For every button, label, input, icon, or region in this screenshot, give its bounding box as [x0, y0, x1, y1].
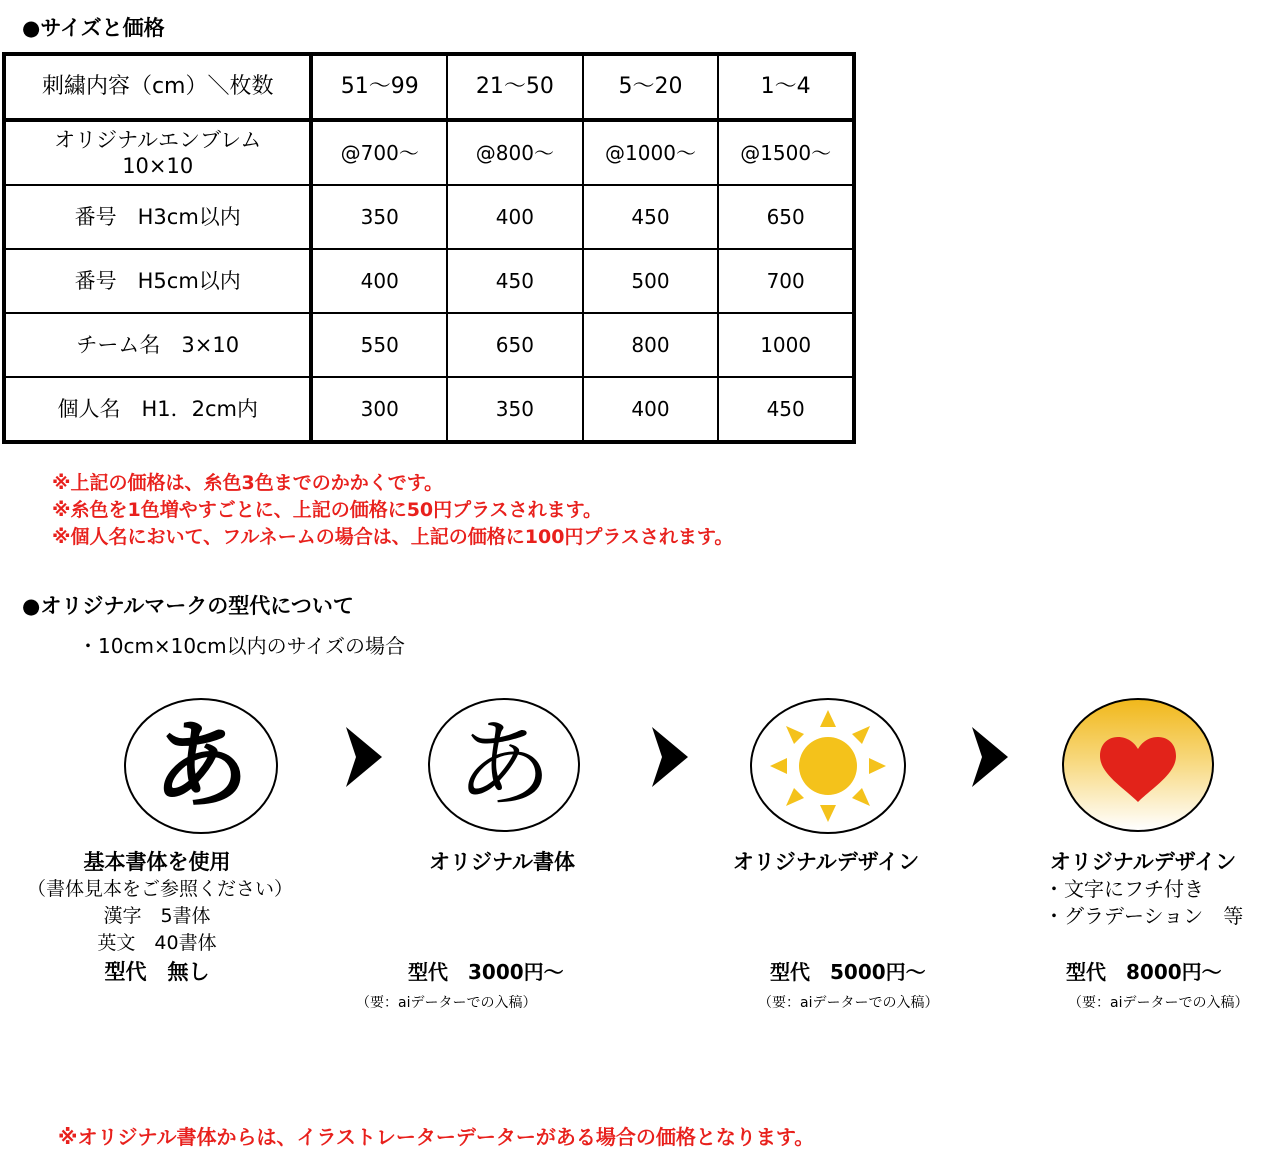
table-header-cell: 51～99	[311, 54, 447, 120]
table-cell: 650	[447, 313, 583, 377]
table-cell: 650	[718, 185, 854, 249]
mark-detail: （書体見本をご参照ください）	[26, 878, 293, 900]
table-cell: 450	[583, 185, 719, 249]
table-header-cell: 5～20	[583, 54, 719, 120]
table-row-label-line: 10×10	[122, 154, 194, 178]
mark-note: （要：aiデーターでの入稿）	[1068, 995, 1249, 1011]
table-header-cell: 1～4	[718, 54, 854, 120]
table-cell: 450	[718, 377, 854, 442]
table-cell: 400	[447, 185, 583, 249]
table-row-label-line: オリジナルエンブレム	[54, 128, 262, 152]
table-row	[4, 120, 854, 185]
mark-fee: 型代 無し	[104, 960, 210, 984]
mark-detail: 英文 40書体	[97, 932, 217, 954]
table-row-label	[4, 120, 311, 185]
price-note: ※個人名において、フルネームの場合は、上記の価格に100円プラスされます。	[52, 526, 734, 548]
gradient-design-mark	[1062, 698, 1214, 832]
arrow-right-icon	[652, 727, 688, 787]
section-heading-mark-fee: ●オリジナルマークの型代について	[22, 594, 354, 618]
table-row-label: 番号 H3cm以内	[4, 185, 311, 249]
sun-icon	[752, 700, 904, 832]
table-row-label: 個人名 H1．2cm内	[4, 377, 311, 442]
heart-icon	[1064, 700, 1212, 830]
mark-title: オリジナル書体	[429, 850, 575, 874]
table-header-cell: 刺繍内容（cm）＼枚数	[4, 54, 311, 120]
section-heading-size-price: ●サイズと価格	[22, 16, 165, 40]
table-row	[4, 313, 854, 377]
hiragana-a-glyph: あ	[456, 709, 552, 821]
mark-title: オリジナルデザイン	[1049, 850, 1237, 874]
table-cell: 1000	[718, 313, 854, 377]
table-cell: 550	[311, 313, 447, 377]
mark-title: オリジナルデザイン	[732, 850, 920, 874]
table-cell: 400	[311, 249, 447, 313]
table-cell: 300	[311, 377, 447, 442]
table-row-label: チーム名 3×10	[4, 313, 311, 377]
price-note: ※上記の価格は、糸色3色までのかかくです。	[52, 472, 444, 494]
mark-detail: 漢字 5書体	[103, 905, 211, 927]
section-subheading: ・10cm×10cm以内のサイズの場合	[78, 634, 406, 658]
arrow-right-icon	[346, 727, 382, 787]
table-row	[4, 185, 854, 249]
table-cell: 400	[583, 377, 719, 442]
table-header-cell: 21～50	[447, 54, 583, 120]
table-cell: 800	[583, 313, 719, 377]
table-cell: @1000～	[583, 120, 719, 185]
mark-detail: ・文字にフチ付き	[1044, 877, 1204, 901]
mark-fee: 型代 8000円～	[1066, 960, 1222, 984]
mark-detail: ・グラデーション 等	[1044, 904, 1244, 928]
price-table	[2, 52, 856, 444]
table-header-row	[4, 54, 854, 120]
table-cell: 350	[447, 377, 583, 442]
table-row	[4, 249, 854, 313]
original-design-mark	[750, 698, 906, 834]
mark-title: 基本書体を使用	[83, 850, 231, 874]
table-cell: 350	[311, 185, 447, 249]
arrow-right-icon	[972, 727, 1008, 787]
table-row-label: 番号 H5cm以内	[4, 249, 311, 313]
table-row	[4, 377, 854, 442]
footer-note: ※オリジナル書体からは、イラストレーターデーターがある場合の価格となります。	[58, 1125, 815, 1149]
table-cell: @1500～	[718, 120, 854, 185]
mark-fee: 型代 5000円～	[770, 960, 926, 984]
price-note: ※糸色を1色増やすごとに、上記の価格に50円プラスされます。	[52, 499, 603, 521]
table-cell: @700～	[311, 120, 447, 185]
mark-note: （要：aiデーターでの入稿）	[758, 995, 939, 1011]
original-font-mark	[428, 698, 580, 832]
mark-note: （要：aiデーターでの入稿）	[356, 995, 537, 1011]
table-cell: @800～	[447, 120, 583, 185]
table-cell: 700	[718, 249, 854, 313]
mark-fee: 型代 3000円～	[408, 960, 564, 984]
basic-font-mark	[124, 698, 278, 834]
hiragana-a-glyph: あ	[153, 710, 249, 822]
table-cell: 500	[583, 249, 719, 313]
table-cell: 450	[447, 249, 583, 313]
